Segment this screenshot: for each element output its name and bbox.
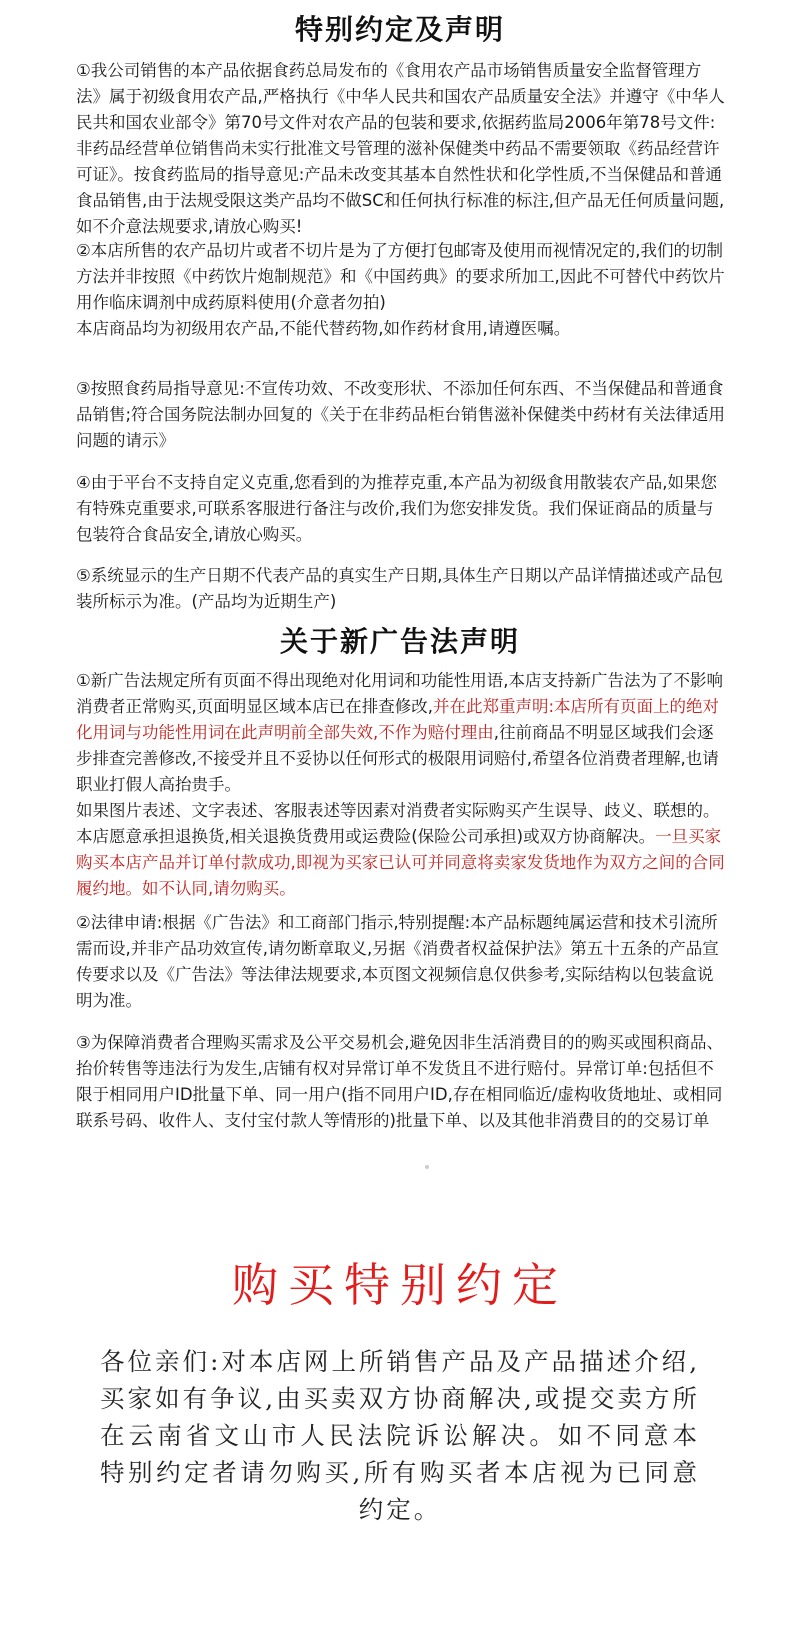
paragraph-3: ③按照食药局指导意见:不宣传功效、不改变形状、不添加任何东西、不当保健品和普通食品销售;符合国务院法制办回复的《关于在非药品柜台销售滋补保健类中药材有关法律适用问题的请示》 — [76, 379, 726, 450]
paragraph-2: ②本店所售的农产品切片或者不切片是为了方便打包邮寄及使用而视情况定的,我们的切制方法并非按照《中药饮片炮制规范》和《中国药典》的要求所加工,因此不可替代中药饮片用作临床调剂中成药原料使用(介意者勿拍) — [76, 241, 725, 312]
purchase-agreement-notice: 各位亲们:对本店网上所销售产品及产品描述介绍,买家如有争议,由买卖双方协商解决,或提交卖方所在云南省文山市人民法院诉讼解决。如不同意本特别约定者请勿购买,所有购买者本店视为已同意约定。 — [100, 1346, 700, 1524]
ad-law-paragraph-1 — [76, 668, 726, 798]
paragraph-1: ①我公司销售的本产品依据食药总局发布的《食用农产品市场销售质量安全监督管理方法》属于初级食用农产品,严格执行《中华人民共和国农产品质量安全法》并遵守《中华人民共和国农业部令》第70号文件对农产品的包装和要求,依据药监局2006年第78号文件:非药品经营单位销售尚未实行批准文号管理的滋补保健类中药品不需要领取《药品经营许可证》。按食药监局的指导意见:产品未改变其基本自然性状和化学性质,不当保健品和普通食品销售,由于法规受限这类产品均不做SC和任何执行标准的标注,但产品无任何质量问题,如不介意法规要求,请放心购买! — [76, 61, 725, 236]
section-special-agreement — [0, 8, 800, 48]
ad-law-p1c-red-text: 一旦买家购买本店产品并订单付款成功,即视为买家已认可并同意将卖家发货地作为双方之间的合同履约地。如不认同,请勿购买。 — [76, 827, 725, 898]
purchase-agreement-title: 购买特别约定 — [232, 1257, 568, 1312]
section-ad-law — [0, 620, 800, 660]
ad-law-paragraph-1c — [76, 798, 726, 902]
ad-law-p1-red-text: 并在此郑重声明:本店所有页面上的绝对化用词与功能性用词在此声明前全部失效,不作为赔付理由 — [76, 697, 720, 742]
ad-law-paragraph-2: ②法律申请:根据《广告法》和工商部门指示,特别提醒:本产品标题纯属运营和技术引流所需而设,并非产品功效宣传,请勿断章取义,另据《消费者权益保护法》第五十五条的产品宣传要求以及《广告法》等法律法规要求,本页图文视频信息仅供参考,实际结构以包装盒说明为准。 — [76, 913, 719, 1010]
section-title-special-agreement: 特别约定及声明 — [294, 13, 505, 46]
paragraph-2b: 本店商品均为初级用农产品,不能代替药物,如作药材食用,请遵医嘱。 — [76, 319, 571, 338]
ad-law-p1c-text: 如果图片表述、文字表述、客服表述等因素对消费者实际购买产生误导、歧义、联想的。本店愿意承担退换货,相关退换货费用或运费险(保险公司承担)或双方协商解决。 — [76, 801, 720, 846]
ad-law-p1-text-a: ①新广告法规定所有页面不得出现绝对化用词和功能性用语,本店支持新广告法为了不影响消费者正常购买,页面明显区域本店已在排查修改, — [76, 671, 724, 716]
paragraph-5: ⑤系统显示的生产日期不代表产品的真实生产日期,具体生产日期以产品详情描述或产品包装所标示为准。(产品均为近期生产) — [76, 566, 724, 611]
ad-law-p1-text-b: ,往前商品不明显区域我们会逐步排查完善修改,不接受并且不妥协以任何形式的极限用词赔付,希望各位消费者理解,也请职业打假人高抬贵手。 — [76, 723, 719, 794]
paragraph-4: ④由于平台不支持自定义克重,您看到的为推荐克重,本产品为初级食用散装农产品,如果您有特殊克重要求,可联系客服进行备注与改价,我们为您安排发货。我们保证商品的质量与包装符合食品安全,请放心购买。 — [76, 473, 718, 544]
decorative-dot — [425, 1165, 429, 1169]
ad-law-paragraph-3: ③为保障消费者合理购买需求及公平交易机会,避免因非生活消费目的的购买或囤积商品、抬价转售等违法行为发生,店铺有权对异常订单不发货且不进行赔付。异常订单:包括但不限于相同用户ID批量下单、同一用户(指不同用户ID,存在相同临近/虚构收货地址、或相同联系号码、收件人、支付宝付款人等情形的)批量下单、以及其他非消费目的的交易订单 — [76, 1033, 724, 1130]
section-title-ad-law: 关于新广告法声明 — [279, 625, 520, 658]
